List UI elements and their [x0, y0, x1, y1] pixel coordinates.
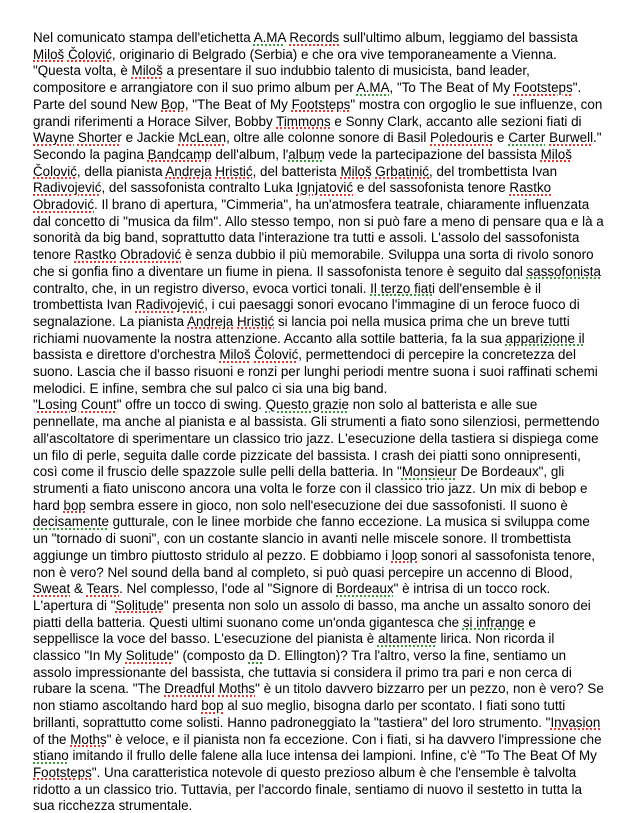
- spellcheck-flagged-word: Ignjatović: [296, 180, 354, 196]
- spellcheck-flagged-word: Miloš: [219, 347, 251, 363]
- spellcheck-flagged-word: Tears: [86, 581, 120, 597]
- spellcheck-flagged-word: Footsteps: [291, 96, 351, 112]
- text-run: " è veloce, e il pianista non fa eccezione. Con i fiati, si ha davvero l'impressione che: [106, 731, 602, 747]
- spellcheck-flagged-word: Solitude: [115, 597, 164, 613]
- text-run: e Jackie: [121, 130, 179, 146]
- text-run: dell'ensemble è il trombettista Ivan: [33, 280, 541, 313]
- text-run: e del sassofonista tenore: [353, 180, 510, 196]
- text-run: " (composto: [173, 648, 249, 664]
- text-run: gutturale, con le linee morbide che fanno eccezione. La musica si sviluppa come un "tornado di suoni", con un costante slancio in avanti nelle miscele sonore. Il trombettista aggiunge un timbro piuttosto stridulo al pezzo. E dobbiamo i: [33, 514, 590, 563]
- grammar-flagged-word: album: [288, 146, 325, 162]
- spellcheck-flagged-word: Hristić: [237, 313, 275, 329]
- text-run: bassista e direttore d'orchestra: [33, 347, 220, 363]
- text-run: , "To The Beat of My: [389, 80, 514, 96]
- spellcheck-flagged-word: bop: [63, 497, 86, 513]
- grammar-flagged-word: stiano: [33, 748, 69, 764]
- grammar-flagged-word: A.MA: [356, 80, 390, 96]
- text-run: al suo meglio, bisogna darlo per scontato. I fiati sono tutti brillanti, soprattutto come solisti. Hanno padroneggiato la "tastiera" del loro strumento. ": [33, 698, 566, 730]
- text-run: Secondo la pagina: [33, 146, 148, 162]
- spellcheck-flagged-word: Rastko: [74, 247, 117, 263]
- text-run: ": [33, 397, 38, 413]
- text-run: lirica. Non ricorda il classico "In My: [33, 631, 555, 664]
- spellcheck-flagged-word: Rastko: [509, 180, 552, 196]
- spellcheck-flagged-word: Poledouris: [430, 130, 494, 146]
- spellcheck-flagged-word: Losing Count: [37, 397, 117, 413]
- spellcheck-flagged-word: Sweat: [33, 581, 71, 597]
- spellcheck-flagged-word: Moths: [70, 731, 107, 747]
- spellcheck-flagged-word: Čolović: [254, 347, 299, 363]
- text-run: , originario di Belgrado (Serbia) e che ora vive temporaneamente a Vienna. "Questa volta, è: [33, 46, 557, 79]
- spellcheck-flagged-word: Timmons: [276, 113, 331, 129]
- text-run: , "The Beat of My: [184, 96, 292, 112]
- text-run: , permettendoci di percepire la concretezza del suono. Lascia che il basso risuoni e ronzi per lunghi periodi mentre suona i suoi raffinati schemi melodici. E infine, sembra che sul palco ci sia una big band.: [33, 347, 598, 396]
- text-run: " è intrisa di un tocco rock. L'apertura di ": [33, 581, 551, 613]
- spellcheck-flagged-word: Andreja: [187, 313, 234, 329]
- text-run: ". Parte del sound New: [33, 80, 582, 112]
- text-run: of the: [33, 731, 71, 747]
- text-run: vede la partecipazione del bassista: [324, 146, 541, 162]
- text-run: , del sassofonista contralto Luka: [101, 180, 297, 196]
- text-run: , i cui paesaggi sonori evocano l'immagine di un feroce fuoco di segnalazione. La pianista: [33, 297, 580, 329]
- grammar-flagged-word: A.MA: [253, 30, 286, 45]
- spellcheck-flagged-word: Shorter: [77, 130, 122, 146]
- spellcheck-flagged-word: Solitude: [125, 648, 174, 664]
- text-run: non solo al batterista e alle sue pennellate, ma anche al pianista e al bassista. Gli strumenti a fiato sono silenziosi, permettendo all'ascoltatore di sperimentare un classico trio jazz. L'esecuzione della tastiera si dispiega come un filo di perle, seguita dalle corde pizzicate del bassista. I crash dei piatti sono onnipresenti, così come il fruscio delle spazzole sulle pelli della batteria. In ": [33, 397, 600, 480]
- spellcheck-flagged-word: Obradović: [120, 247, 182, 263]
- paragraph: [33, 147, 605, 398]
- text-run: " mostra con orgoglio le sue influenze, con grandi riferimenti a Horace Silver, Bobby: [33, 96, 603, 129]
- text-run: " offre un tocco di swing.: [116, 397, 266, 413]
- document-text[interactable]: [33, 30, 605, 813]
- grammar-flagged-word: Bordeaux: [336, 581, 394, 597]
- grammar-flagged-word: sassofonista: [526, 263, 601, 279]
- paragraph: [33, 30, 605, 147]
- spellcheck-flagged-word: Radivojević: [135, 297, 205, 313]
- text-run: &: [70, 581, 87, 597]
- spellcheck-flagged-word: Moths: [218, 681, 256, 697]
- spellcheck-flagged-word: Wayne: [33, 130, 75, 146]
- text-run: sull'ultimo album, leggiamo del bassista: [339, 30, 578, 45]
- spellcheck-flagged-word: Footsteps: [33, 764, 92, 780]
- text-run: sembra essere in gioco, non solo nell'esecuzione dei due sassofonisti. Il suono è: [85, 497, 568, 513]
- grammar-flagged-word: Questo grazie: [265, 397, 349, 413]
- spellcheck-flagged-word: Miloš: [540, 146, 572, 162]
- spellcheck-flagged-word: Čolović: [33, 163, 77, 179]
- spellcheck-flagged-word: Andreja: [165, 163, 212, 179]
- grammar-flagged-word: altamente: [377, 631, 437, 647]
- text-run: " è un titolo davvero bizzarro per un pezzo, non è vero? Se non stiamo ascoltando hard: [33, 681, 604, 714]
- spellcheck-flagged-word: Čolović: [67, 46, 112, 62]
- spellcheck-flagged-word: Radivojević: [33, 180, 102, 196]
- text-run: dell'album, l': [211, 146, 289, 162]
- grammar-flagged-word: apparizione il: [505, 330, 585, 346]
- text-run: sonori al sassofonista tenore, non è vero? Nel sound della band al completo, si può quasi percepire un accenno di Blood,: [33, 547, 596, 580]
- text-run: contralto, che, in un registro diverso, evoca vortici tonali.: [33, 280, 371, 296]
- spellcheck-flagged-word: Bandcamp: [147, 146, 212, 162]
- spellcheck-flagged-word: Miloš: [33, 46, 65, 62]
- grammar-flagged-word: si infrange: [462, 614, 525, 630]
- text-run: , della pianista: [76, 163, 166, 179]
- text-run: e: [493, 130, 509, 146]
- grammar-flagged-word: Il terzo fiati: [370, 280, 435, 296]
- spellcheck-flagged-word: Grbatinić: [375, 163, 430, 179]
- spellcheck-flagged-word: Invasion: [550, 714, 601, 730]
- spellcheck-flagged-word: loop: [391, 547, 418, 563]
- text-run: . Nel complesso, l'ode al "Signore di: [119, 581, 337, 597]
- text-run: D. Ellington)? Tra l'altro, verso la fine, sentiamo un assolo impressionante del bassista, che tuttavia si considera il primo tra pari e non cerca di rubare la scena. "The: [33, 648, 572, 697]
- text-run: " presenta non solo un assolo di basso, ma anche un assalto sonoro dei piatti della batteria. Questi ultimi suonano come un'onda gigantesca che: [33, 597, 591, 630]
- paragraph: [33, 397, 605, 813]
- grammar-flagged-word: Carter: [508, 130, 546, 146]
- text-run: .": [593, 130, 602, 146]
- spellcheck-flagged-word: Bop: [161, 96, 185, 112]
- text-run: è senza dubbio il più memorabile. Sviluppa una sorta di rivolo sonoro che si gonfia fino a diventare un fiume in piena. Il sassofonista tenore è seguito dal: [33, 247, 594, 279]
- text-run: ". Una caratteristica notevole di questo prezioso album è che l'ensemble è talvolta ridotto a un classico trio. Tuttavia, per l'accordo finale, sentiamo di nuovo il sestetto in tutta la sua ricchezza strumentale.: [33, 764, 582, 813]
- spellcheck-flagged-word: Footsteps: [513, 80, 573, 96]
- text-run: e seppellisce la voce del basso. L'esecuzione del pianista è: [33, 614, 536, 647]
- text-run: e Sonny Clark, accanto alle sezioni fiati di: [330, 113, 582, 129]
- spellcheck-flagged-word: Miloš: [131, 63, 163, 79]
- spellcheck-flagged-word: Hristić: [215, 163, 253, 179]
- spellcheck-flagged-word: Obradović: [33, 197, 95, 213]
- text-run: , oltre alle colonne sonore di Basil: [226, 130, 431, 146]
- spellcheck-flagged-word: Records: [289, 30, 340, 45]
- grammar-flagged-word: Monsieur: [401, 464, 457, 480]
- spellcheck-flagged-word: Burwell: [549, 130, 594, 146]
- text-run: imitando il frullo delle falene alla luce intensa dei lampioni. Infine, c'è "To The Beat Of My: [68, 748, 597, 764]
- text-run: , del trombettista Ivan: [429, 163, 558, 179]
- spellcheck-flagged-word: bop: [201, 698, 224, 714]
- spellcheck-flagged-word: Miloš: [340, 163, 372, 179]
- text-run: si lancia poi nella musica prima che un breve tutti richiami nuovamente la nostra attenzione. Accanto alla sottile batteria, fa la sua: [33, 313, 570, 346]
- text-run: a presentare il suo indubbio talento di musicista, band leader, compositore e arrangiatore con il suo primo album per: [33, 63, 530, 96]
- text-run: De Bordeaux", gli strumenti a fiato uniscono ancora una volta le forze con il classico trio jazz. Un mix di bebop e hard: [33, 464, 588, 513]
- spellcheck-flagged-word: Dreadful: [164, 681, 215, 697]
- spellcheck-flagged-word: McLean: [178, 130, 227, 146]
- grammar-flagged-word: da: [248, 648, 264, 664]
- text-run: Nel comunicato stampa dell'etichetta: [33, 30, 254, 45]
- grammar-flagged-word: decisamente: [33, 514, 109, 530]
- text-run: , del batterista: [252, 163, 341, 179]
- text-run: . Il brano di apertura, "Cimmeria", ha un'atmosfera teatrale, chiaramente influenzata dal concetto di "musica da film". Allo stesso tempo, non si può fare a meno di pensare qua e là a sonorità da big band, soprattutto data l'interazione tra tutti e assoli. L'assolo del sassofonista tenore: [33, 197, 604, 263]
